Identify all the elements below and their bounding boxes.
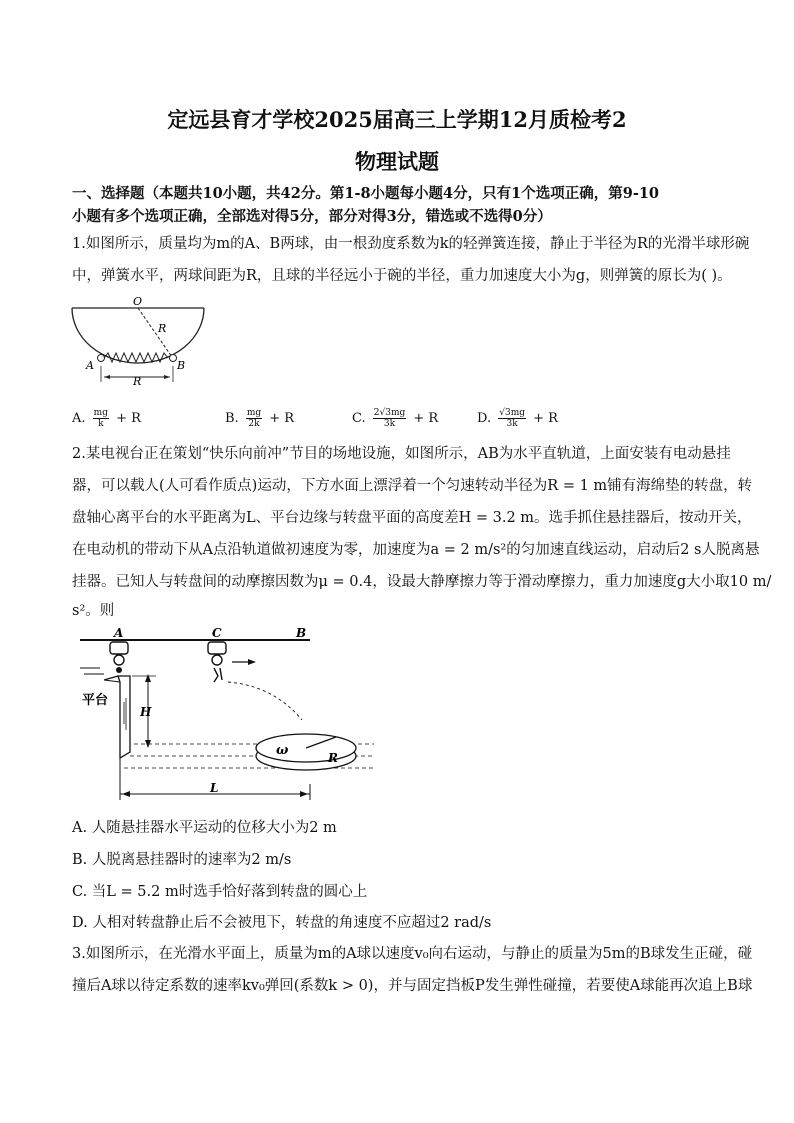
exam-title: 定远县育才学校2025届高三上学期12月质检考2 bbox=[167, 107, 627, 132]
ball-a bbox=[98, 355, 105, 362]
label-a: A bbox=[86, 359, 94, 372]
label-b: B bbox=[296, 626, 307, 640]
hanger-c bbox=[208, 642, 226, 654]
q1-option-a: A. $\frac{mg}{k}$ + R bbox=[72, 408, 141, 429]
ball-b bbox=[170, 355, 177, 362]
q1-stem-line-2: 中，弹簧水平，两球间距为R，且球的半径远小于碗的半径，重力加速度大小为g，则弹簧的原长为( )。 bbox=[72, 268, 732, 284]
q3-stem-line-2: 撞后A球以待定系数的速率kv₀弹回(系数k > 0)，并与固定挡板P发生弹性碰撞，若要使A球能再次追上B球 bbox=[72, 978, 753, 994]
q1-option-b-numerator: mg bbox=[246, 408, 262, 418]
section-heading-line-2: 小题有多个选项正确，全部选对得5分，部分对得3分，错选或不选得0分） bbox=[72, 208, 552, 225]
label-a: A bbox=[114, 626, 124, 640]
radius-dashed-line bbox=[138, 308, 172, 357]
q2-option-d: D. 人相对转盘静止后不会被甩下，转盘的角速度不应超过2 rad/s bbox=[72, 915, 492, 931]
label-r-slant: R bbox=[158, 322, 167, 335]
q1-option-d: D. $\frac{√3mg}{3k}$ + R bbox=[477, 408, 558, 429]
q2-stem-line-3: 盘轴心离平台的水平距离为L、平台边缘与转盘平面的高度差H = 3.2 m。选手抓住悬挂器后，按动开关， bbox=[72, 510, 752, 526]
label-h: H bbox=[140, 705, 152, 719]
label-c: C bbox=[212, 626, 222, 640]
label-r-bottom: R bbox=[133, 375, 142, 388]
q2-option-b: B. 人脱离悬挂器时的速率为2 m/s bbox=[72, 852, 292, 868]
q1-option-c-numerator: 2√3mg bbox=[373, 408, 406, 418]
q1-option-c-denominator: 3k bbox=[383, 419, 396, 429]
bowl-arc bbox=[72, 308, 204, 363]
q1-option-a-denominator: k bbox=[98, 419, 104, 429]
q2-turntable-figure bbox=[74, 624, 386, 804]
q1-stem-line-1: 1.如图所示，质量均为m的A、B两球，由一根劲度系数为k的轻弹簧连接，静止于半径为R的光滑半球形碗 bbox=[72, 236, 750, 252]
q2-stem-line-5: 挂器。已知人与转盘间的动摩擦因数为μ = 0.4，设最大静摩擦力等于滑动摩擦力，重力加速度g大小取10 m/ bbox=[72, 574, 772, 590]
q2-stem-line-4: 在电动机的带动下从A点沿轨道做初速度为零，加速度为a = 2 m/s²的匀加速直线运动，启动后2 s人脱离悬 bbox=[72, 542, 760, 558]
label-o: O bbox=[133, 296, 143, 308]
q1-option-d-denominator: 3k bbox=[506, 419, 518, 429]
label-r: R bbox=[328, 751, 338, 765]
label-omega: ω bbox=[276, 743, 289, 758]
q1-option-c: C. $\frac{2√3mg}{3k}$ + R bbox=[352, 408, 439, 429]
q1-option-b-denominator: 2k bbox=[248, 419, 260, 429]
section-heading-line-1: 一、选择题（本题共10小题，共42分。第1-8小题每小题4分，只有1个选项正确，第9-10 bbox=[72, 185, 660, 202]
trajectory-dashed bbox=[228, 682, 302, 720]
q2-stem-line-6: s²。则 bbox=[72, 603, 115, 619]
q2-option-c: C. 当L = 5.2 m时选手恰好落到转盘的圆心上 bbox=[72, 884, 368, 900]
label-b: B bbox=[177, 359, 186, 372]
label-l: L bbox=[210, 781, 219, 795]
q1-bowl-figure bbox=[66, 296, 208, 392]
q2-option-a: A. 人随悬挂器水平运动的位移大小为2 m bbox=[72, 820, 337, 836]
q2-stem-line-2: 器，可以载人(人可看作质点)运动，下方水面上漂浮着一个匀速转动半径为R = 1 m铺有海绵垫的转盘，转 bbox=[72, 478, 753, 494]
exam-subject: 物理试题 bbox=[355, 149, 439, 174]
q1-option-a-numerator: mg bbox=[93, 408, 108, 418]
hanger-a bbox=[110, 642, 128, 654]
q3-stem-line-1: 3.如图所示，在光滑水平面上，质量为m的A球以速度v₀向右运动，与静止的质量为5m的B球发生正碰，碰 bbox=[72, 946, 753, 962]
q2-stem-line-1: 2.某电视台正在策划“快乐向前冲”节目的场地设施，如图所示，AB为水平直轨道，上面安装有电动悬挂 bbox=[72, 446, 731, 462]
q1-option-d-numerator: √3mg bbox=[499, 408, 525, 418]
q1-option-b: B. $\frac{mg}{2k}$ + R bbox=[225, 408, 295, 429]
label-platform: 平台 bbox=[82, 693, 109, 708]
